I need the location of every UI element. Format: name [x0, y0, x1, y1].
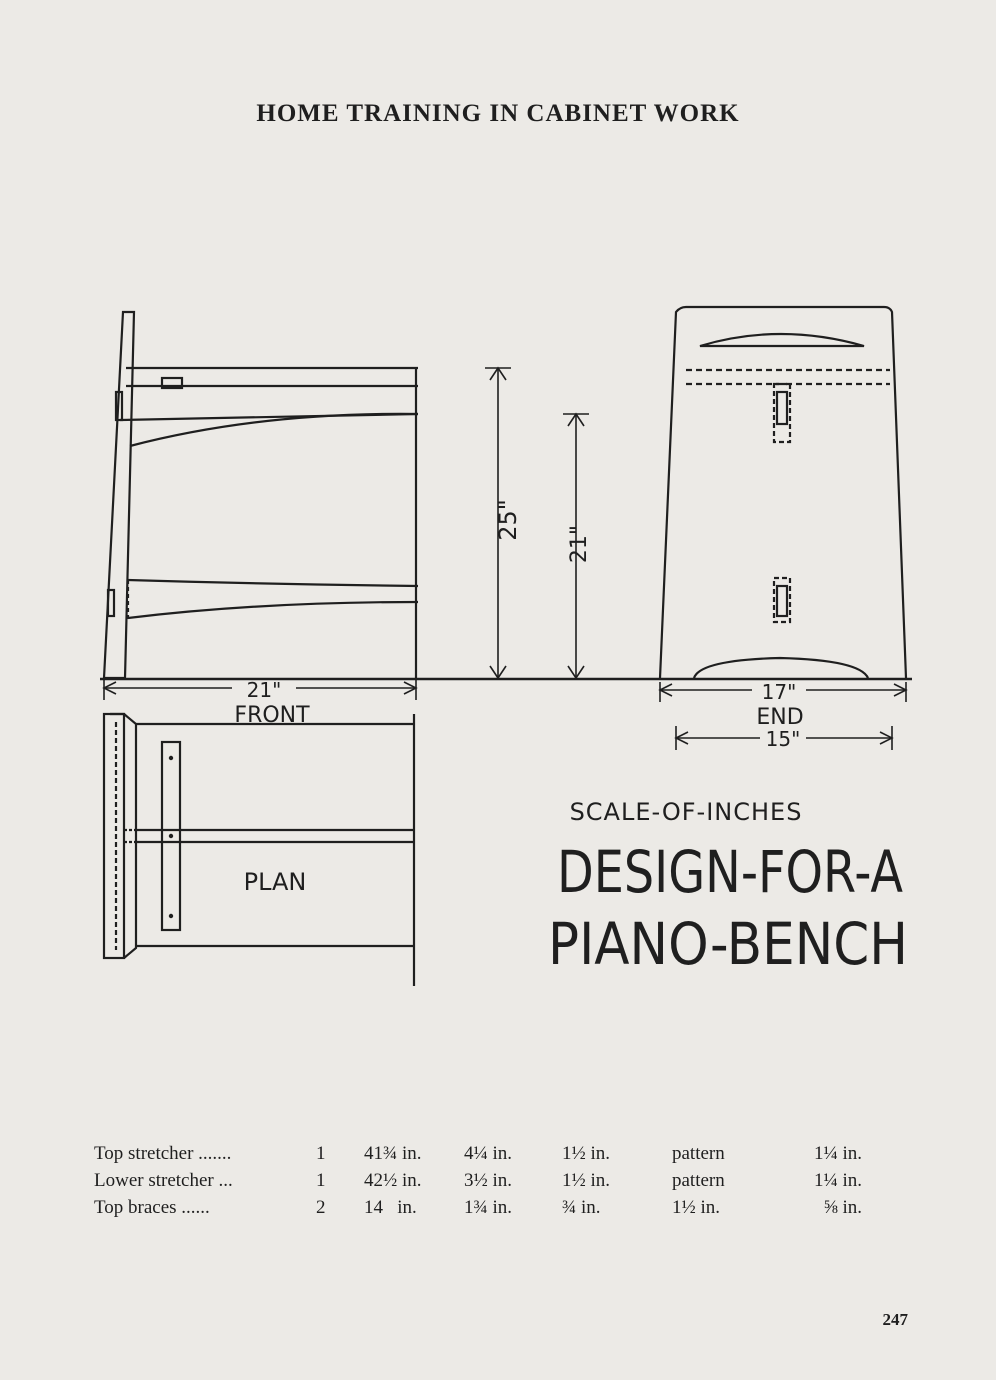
item-name: Lower stretcher ... [94, 1169, 233, 1191]
plan-view [104, 714, 414, 986]
rough-width: 4¼ in. [464, 1142, 513, 1164]
table-row [94, 1167, 862, 1194]
rough-thickness: 1½ in. [562, 1169, 611, 1191]
rough-thickness: 1½ in. [562, 1142, 611, 1164]
quantity: 1 [316, 1142, 326, 1164]
finish-width: pattern [672, 1142, 725, 1164]
item-name: Top stretcher ....... [94, 1142, 232, 1164]
finish-thickness: 1¼ in. [813, 1142, 862, 1164]
rough-length: 42½ in. [364, 1169, 422, 1191]
title-line-1: DESIGN-FOR-A [557, 838, 904, 906]
dim-end-width: 17" [761, 680, 797, 704]
dim-front-width: 21" [246, 678, 282, 702]
finish-thickness: 1¼ in. [813, 1169, 862, 1191]
rough-length: 41¾ in. [364, 1142, 422, 1164]
front-view [104, 312, 418, 678]
dim-seat-height: 21" [567, 524, 592, 564]
finish-width: 1½ in. [672, 1196, 721, 1218]
quantity: 1 [316, 1169, 326, 1191]
end-view [660, 307, 906, 678]
front-label: FRONT [234, 703, 310, 728]
scale-text: SCALE-OF-INCHES [569, 798, 803, 826]
table-row [94, 1194, 862, 1221]
rough-length: 14 in. [364, 1196, 417, 1218]
dim-end-inner: 15" [765, 727, 801, 751]
end-label: END [756, 705, 804, 730]
page-number: 247 [882, 1310, 908, 1329]
quantity: 2 [316, 1196, 326, 1218]
plan-label: PLAN [243, 868, 307, 896]
rough-width: 3½ in. [464, 1169, 513, 1191]
finish-width: pattern [672, 1169, 725, 1191]
table-row [94, 1140, 862, 1167]
page-header: HOME TRAINING IN CABINET WORK [256, 100, 740, 127]
rough-width: 1¾ in. [464, 1196, 513, 1218]
finish-thickness: ⅝ in. [823, 1196, 862, 1218]
dim-total-height: 25" [494, 499, 522, 541]
title-line-2: PIANO-BENCH [548, 910, 908, 978]
stock-table [94, 1140, 862, 1221]
rough-thickness: ¾ in. [562, 1196, 601, 1218]
item-name: Top braces ...... [94, 1196, 210, 1218]
